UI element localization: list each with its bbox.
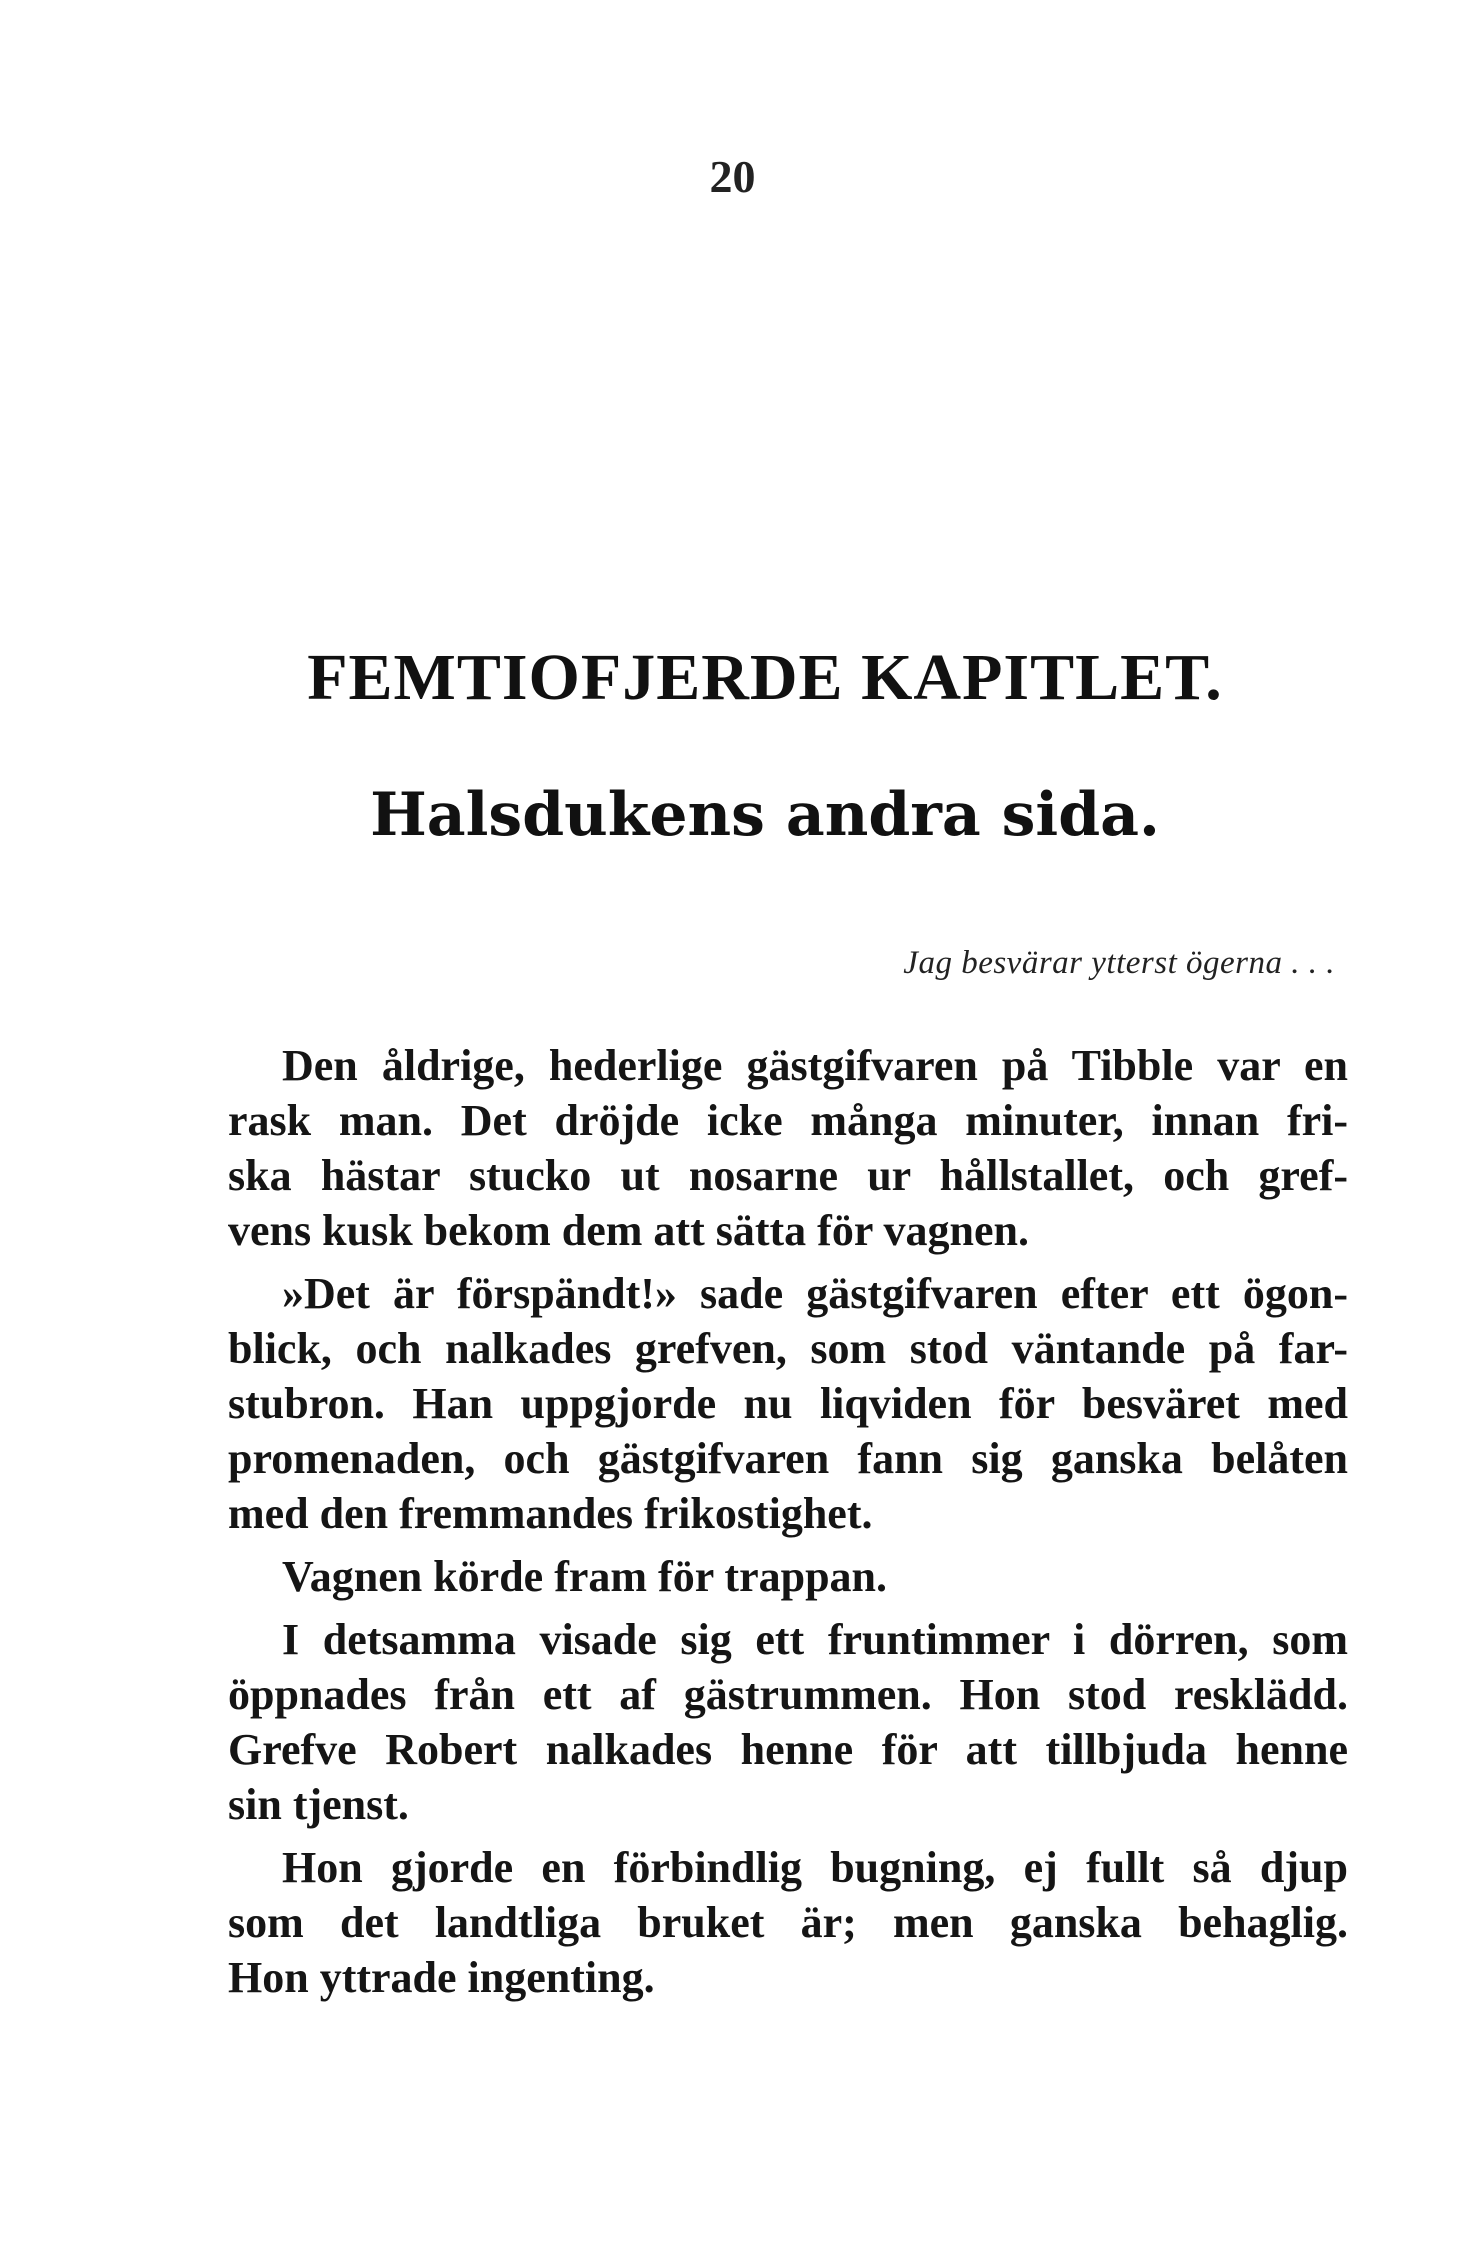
text-line: med den fremmandes frikostighet.: [228, 1489, 873, 1538]
paragraph: [228, 1612, 1348, 1832]
page-number: 20: [709, 151, 756, 202]
text-line: Grefve Robert nalkades henne för att tillbjuda henne: [228, 1725, 1348, 1774]
paragraph: [228, 1038, 1348, 1258]
paragraph: [228, 1549, 1348, 1604]
text-line: ska hästar stucko ut nosarne ur hållstallet, och gref-: [228, 1151, 1348, 1200]
paragraph: [228, 1266, 1348, 1541]
text-line: sin tjenst.: [228, 1780, 409, 1829]
body-text: [228, 1038, 1348, 2013]
text-line: Hon yttrade ingenting.: [228, 1953, 655, 2002]
chapter-title: FEMTIOFJERDE KAPITLET.: [307, 641, 1223, 714]
text-line: öppnades från ett af gästrummen. Hon stod resklädd.: [228, 1670, 1348, 1719]
text-line: stubron. Han uppgjorde nu liqviden för besväret med: [228, 1379, 1348, 1428]
chapter-subtitle: Halsdukens andra sida.: [370, 780, 1160, 850]
text-line: som det landtliga bruket är; men ganska behaglig.: [228, 1898, 1348, 1947]
text-line: Hon gjorde en förbindlig bugning, ej fullt så djup: [282, 1843, 1348, 1892]
text-line: promenaden, och gästgifvaren fann sig ganska belåten: [228, 1434, 1348, 1483]
text-line: rask man. Det dröjde icke många minuter, innan fri-: [228, 1096, 1348, 1145]
text-line: blick, och nalkades grefven, som stod väntande på far-: [228, 1324, 1348, 1373]
text-line: »Det är förspändt!» sade gästgifvaren efter ett ögon-: [282, 1269, 1348, 1318]
epigraph: Jag besvärar ytterst ögerna . . .: [903, 945, 1335, 981]
paragraph: [228, 1840, 1348, 2005]
text-line: Den åldrige, hederlige gästgifvaren på Tibble var en: [282, 1041, 1348, 1090]
text-line: I detsamma visade sig ett fruntimmer i dörren, som: [282, 1615, 1348, 1664]
text-line: Vagnen körde fram för trappan.: [282, 1552, 888, 1601]
text-line: vens kusk bekom dem att sätta för vagnen.: [228, 1206, 1030, 1255]
